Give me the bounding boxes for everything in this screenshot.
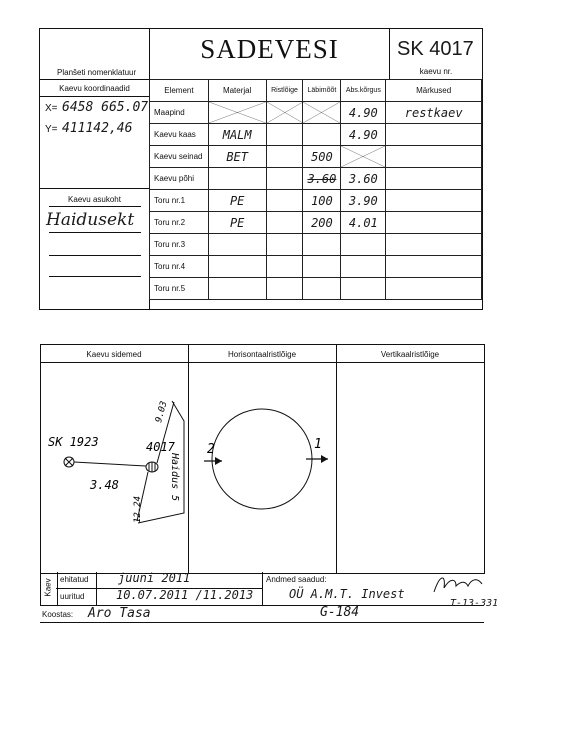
signature-ref: T-13-331 — [450, 598, 499, 609]
dist-2: 9.03 — [154, 400, 170, 424]
cell-text: Kaevu põhi — [154, 174, 195, 183]
table-row — [150, 102, 482, 124]
cell-abs — [341, 256, 386, 278]
doc-code: G-184 — [320, 605, 360, 620]
location-box-line — [39, 188, 149, 189]
location-line-1 — [49, 232, 141, 233]
cell-labimoot — [303, 278, 341, 300]
cell-text: 4.90 — [348, 127, 378, 142]
cell-ristloige — [266, 124, 303, 146]
table-row — [150, 190, 482, 212]
sidemed-label: Kaevu sidemed — [86, 350, 142, 359]
cell-text: 4.90 — [348, 105, 378, 120]
footer-col-line — [96, 572, 97, 605]
dist-3: 12.24 — [133, 495, 143, 523]
table-row — [150, 212, 482, 234]
koostas-value: Aro Tasa — [88, 606, 151, 621]
location-label-line — [49, 206, 141, 207]
cell-text: 3.60 — [307, 171, 337, 186]
cross-out-mark — [341, 146, 385, 167]
cell-materjal — [208, 168, 266, 190]
cell-materjal — [208, 124, 266, 146]
table-row — [150, 124, 482, 146]
footer-mid-line — [262, 572, 263, 605]
table-row — [150, 146, 482, 168]
table-row — [150, 278, 482, 300]
cell-abs — [341, 212, 386, 234]
cell-abs — [341, 278, 386, 300]
pipe-in-arrow-icon — [204, 457, 222, 465]
col-header-abs: Abs.kõrgus — [341, 80, 386, 102]
coords-label-line — [39, 96, 149, 97]
andmed-value: OÜ A.M.T. Invest — [289, 587, 405, 601]
lower-divider-2 — [336, 344, 337, 573]
table-row — [150, 168, 482, 190]
cell-abs — [341, 102, 386, 124]
cell-text: Toru nr.2 — [154, 218, 186, 227]
cell-text: 3.90 — [348, 193, 378, 208]
col-header-labimoot: Läbimõõt — [303, 80, 341, 102]
cell-element — [150, 102, 209, 124]
well-no-label: kaevu nr. — [419, 67, 453, 76]
cell-element — [150, 212, 209, 234]
cell-text: restkaev — [404, 105, 463, 120]
cell-text: Kaevu kaas — [154, 130, 196, 139]
coords-y-value: 411142,46 — [62, 121, 133, 136]
cell-text: Toru nr.3 — [154, 240, 186, 249]
tie-line-1 — [74, 462, 146, 466]
location-label: Kaevu asukoht — [68, 195, 121, 204]
andmed-label: Andmed saadud: — [266, 575, 327, 584]
sheet-label: Planšeti nomenklatuur — [57, 68, 137, 77]
koostas-line — [40, 622, 484, 623]
cell-markused — [386, 190, 482, 212]
cell-text: Maapind — [154, 108, 185, 117]
cell-markused — [386, 212, 482, 234]
cell-ristloige — [266, 102, 303, 124]
coords-x-prefix: X= — [45, 103, 58, 114]
cell-abs — [341, 234, 386, 256]
cell-ristloige — [266, 256, 303, 278]
cross-out-mark — [303, 102, 340, 123]
coords-label: Kaevu koordinaadid — [59, 84, 130, 93]
footer-kaev-label: Kaev — [43, 578, 53, 597]
col-header-materjal: Materjal — [208, 80, 266, 102]
cell-text: 100 — [311, 193, 333, 208]
signature — [430, 570, 490, 600]
cell-text: PE — [229, 193, 245, 208]
sketch-well-label: 4017 — [146, 440, 175, 454]
cell-materjal — [208, 278, 266, 300]
cell-labimoot — [303, 256, 341, 278]
cell-text: BET — [226, 149, 249, 164]
cell-ristloige — [266, 234, 303, 256]
horisontaal-sketch — [188, 363, 336, 572]
cell-materjal — [208, 102, 266, 124]
table-row — [150, 256, 482, 278]
cell-text: 3.60 — [348, 171, 378, 186]
cell-ristloige — [266, 278, 303, 300]
table-header-row — [150, 80, 482, 102]
cell-labimoot — [303, 102, 341, 124]
cell-text: Toru nr.5 — [154, 284, 186, 293]
ehitatud-label: ehitatud — [60, 575, 89, 584]
cell-ristloige — [266, 146, 303, 168]
dist-1: 3.48 — [90, 478, 119, 492]
well-data-table — [149, 79, 482, 300]
col-header-markused: Märkused — [386, 80, 482, 102]
coords-y-prefix: Y= — [45, 124, 58, 135]
cross-out-mark — [209, 102, 266, 123]
cell-labimoot — [303, 190, 341, 212]
sk-label: SK 1923 — [48, 435, 99, 449]
cell-text: PE — [229, 215, 245, 230]
horisontaal-label: Horisontaalristlõige — [227, 350, 297, 359]
location-line-2 — [49, 255, 141, 256]
coords-x-value: 6458 665.07 — [62, 100, 149, 115]
cell-text: Kaevu seinad — [154, 152, 203, 161]
well-outline — [212, 409, 312, 509]
cell-materjal — [208, 256, 266, 278]
pipe-out-arrow-icon — [306, 455, 328, 463]
cell-text: Toru nr.4 — [154, 262, 186, 271]
cell-materjal — [208, 190, 266, 212]
col-header-element: Element — [150, 80, 209, 102]
location-value: Haidusekt — [46, 210, 135, 230]
pipe-in-label: 2 — [207, 442, 215, 457]
cell-materjal — [208, 234, 266, 256]
wall-label: Haidus 5 — [169, 453, 180, 502]
cell-materjal — [208, 146, 266, 168]
cell-markused — [386, 256, 482, 278]
cell-element — [150, 146, 209, 168]
cell-ristloige — [266, 190, 303, 212]
vertikaal-label: Vertikaalristlõige — [380, 350, 440, 359]
uuritud-value: 10.07.2011 /11.2013 — [116, 588, 254, 602]
cell-ristloige — [266, 168, 303, 190]
cell-element — [150, 234, 209, 256]
cell-element — [150, 256, 209, 278]
cell-element — [150, 190, 209, 212]
pipe-out-label: 1 — [314, 437, 322, 452]
cell-abs — [341, 190, 386, 212]
col-header-ristloige: Ristlõige — [266, 80, 303, 102]
cell-labimoot — [303, 146, 341, 168]
sk-manhole-icon — [64, 457, 74, 467]
well-grate-icon — [146, 462, 158, 472]
cell-markused — [386, 102, 482, 124]
cell-text: 4.01 — [348, 215, 378, 230]
cell-materjal — [208, 212, 266, 234]
table-row — [150, 234, 482, 256]
cell-text: MALM — [222, 127, 252, 142]
sidemed-sketch — [40, 363, 188, 572]
cell-labimoot — [303, 234, 341, 256]
cell-markused — [386, 234, 482, 256]
location-line-3 — [49, 276, 141, 277]
cell-markused — [386, 168, 482, 190]
cell-element — [150, 278, 209, 300]
cell-labimoot — [303, 124, 341, 146]
cell-markused — [386, 124, 482, 146]
well-id: SK 4017 — [397, 38, 474, 60]
cell-element — [150, 168, 209, 190]
cell-abs — [341, 146, 386, 168]
cell-markused — [386, 146, 482, 168]
cross-out-mark — [267, 102, 303, 123]
cell-labimoot — [303, 212, 341, 234]
page-title: SADEVESI — [200, 34, 339, 64]
ehitatud-value: juuni 2011 — [118, 571, 191, 585]
cell-element — [150, 124, 209, 146]
cell-abs — [341, 124, 386, 146]
cell-text: 200 — [311, 215, 333, 230]
cell-text: Toru nr.1 — [154, 196, 186, 205]
cell-abs — [341, 168, 386, 190]
uuritud-label: uuritud — [60, 592, 85, 601]
cell-markused — [386, 278, 482, 300]
koostas-label: Koostas: — [42, 610, 74, 619]
cell-text: 500 — [311, 149, 333, 164]
cell-ristloige — [266, 212, 303, 234]
cell-labimoot — [303, 168, 341, 190]
